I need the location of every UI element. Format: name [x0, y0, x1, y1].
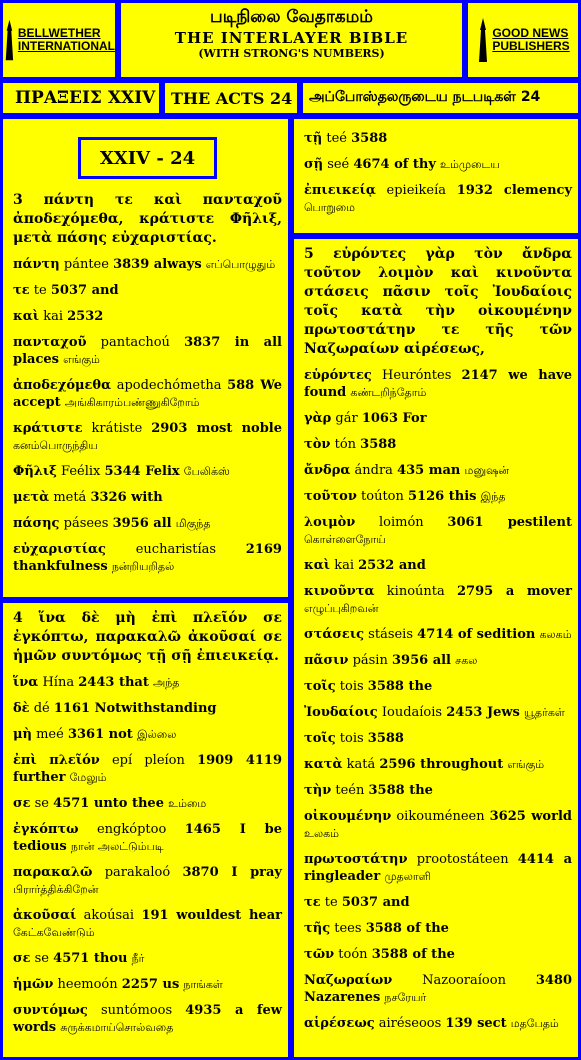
transliteration: toón [338, 947, 368, 962]
greek-word: πάσης [13, 516, 60, 531]
greek-word: ἐπιεικείᾳ [304, 183, 376, 198]
strongs-english: 2443 that [78, 675, 149, 690]
word-entry [304, 756, 572, 773]
greek-word: Ναζωραίων [304, 973, 393, 988]
transliteration: ándra [354, 463, 393, 478]
word-entry [13, 674, 282, 691]
word-entry [304, 920, 572, 937]
greek-word: καὶ [304, 558, 331, 573]
tamil-gloss: அங்கிகாரம்பண்ணுகிறோம் [64, 396, 200, 409]
strongs-english: 3588 of the [371, 947, 455, 962]
word-entry [13, 308, 282, 325]
column-right-bottom [291, 236, 581, 1060]
greek-word: κατὰ [304, 757, 343, 772]
transliteration: heemoón [57, 977, 118, 992]
transliteration: akoúsai [83, 908, 135, 923]
tamil-gloss: எங்கும் [63, 353, 100, 366]
strongs-english: 3588 [367, 731, 404, 746]
transliteration: airéseoos [378, 1016, 442, 1031]
strongs-english: 435 man [397, 463, 461, 478]
transliteration: metá [53, 490, 87, 505]
greek-word: κράτιστε [13, 421, 83, 436]
transliteration: kinoúnta [386, 584, 445, 599]
tamil-gloss: யூதர்கள் [524, 706, 565, 719]
word-entry [13, 489, 282, 506]
tamil-gloss: மதபேதம் [510, 1017, 559, 1030]
greek-word: μετὰ [13, 490, 50, 505]
strongs-english: 2257 us [121, 977, 180, 992]
transliteration: teé [326, 131, 347, 146]
tamil-gloss: நான் அலட்டும்படி [70, 840, 164, 853]
tamil-gloss: முதலாளி [384, 870, 431, 883]
word-entry [304, 946, 572, 963]
strongs-english: 588 We accept [13, 378, 282, 410]
strongs-english: 5344 Felix [104, 464, 180, 479]
verse-text: 4 ἵνα δὲ μὴ ἐπὶ πλεῖόν σε ἐγκόπτω, παρακαλῶ ἀκοῦσαί σε ἡμῶν συντόμως τῇ σῇ ἐπιεικείᾳ. [13, 610, 282, 664]
greek-word: στάσεις [304, 627, 365, 642]
transliteration: katá [346, 757, 376, 772]
transliteration: pantachoú [100, 335, 170, 350]
word-entry [13, 541, 282, 575]
logo-line1: BELLWETHER [17, 26, 101, 40]
transliteration: oikouméneen [396, 809, 485, 824]
greek-word: τε [304, 895, 321, 910]
word-entry [13, 377, 282, 411]
word-entry [13, 420, 282, 454]
greek-word: Ἰουδαίοις [304, 705, 378, 720]
transliteration: tois [339, 679, 364, 694]
greek-word: μὴ [13, 727, 32, 742]
greek-word: σε [13, 951, 31, 966]
transliteration: se [34, 951, 50, 966]
word-entry [304, 514, 572, 548]
tamil-gloss: இல்லை [136, 728, 177, 741]
word-entry [13, 976, 282, 993]
greek-word: ἡμῶν [13, 977, 54, 992]
greek-word: τὴν [304, 783, 332, 798]
word-entry [304, 808, 572, 842]
word-entry [13, 1002, 282, 1036]
strongs-english: 4674 of thy [353, 157, 436, 172]
transliteration: te [33, 283, 47, 298]
word-entry [304, 462, 572, 479]
strongs-english: 3956 all [391, 653, 451, 668]
column-left-bottom [0, 600, 291, 1060]
strongs-english: 191 wouldest hear [141, 908, 282, 923]
strongs-english: 4714 of sedition [417, 627, 536, 642]
tower-icon [3, 18, 16, 62]
greek-word: οἰκουμένην [304, 809, 392, 824]
word-entry [304, 583, 572, 617]
greek-word: τοῖς [304, 731, 336, 746]
tamil-gloss: கொள்ளைநோய் [304, 533, 386, 546]
transliteration: teén [335, 783, 365, 798]
logo-line1: GOOD NEWS [492, 26, 569, 40]
word-entry [13, 726, 282, 743]
word-entry [13, 821, 282, 855]
greek-word: πανταχοῦ [13, 335, 87, 350]
strongs-english: 139 sect [445, 1016, 507, 1031]
transliteration: Nazooraíoon [422, 973, 506, 988]
transliteration: gár [335, 411, 358, 426]
strongs-english: 4414 a ringleader [304, 852, 572, 884]
transliteration: epí pleíon [111, 753, 185, 768]
transliteration: krátiste [91, 421, 143, 436]
strongs-english: 2532 and [358, 558, 426, 573]
greek-word: τῆς [304, 921, 331, 936]
word-entry [304, 626, 572, 643]
transliteration: tees [334, 921, 362, 936]
tamil-gloss: மிகுந்த [175, 517, 211, 530]
tamil-gloss: உம்முடைய [440, 158, 500, 171]
greek-word: ἐγκόπτω [13, 822, 79, 837]
verse-text: 5 εὑρόντες γὰρ τὸν ἄνδρα τοῦτον λοιμὸν καὶ κινοῦντα στάσεις πᾶσιν τοῖς Ἰουδαίοις τοῖς κατὰ τὴν οἰκουμένην πρωτοστάτην τε τῆς τῶν Ναζωραίων αἱρέσεως, [304, 246, 572, 357]
transliteration: Hína [42, 675, 75, 690]
word-entry [304, 557, 572, 574]
strongs-english: 5037 and [50, 283, 119, 298]
tamil-gloss: நசரேயர் [384, 991, 427, 1004]
word-entry [304, 488, 572, 505]
tamil-gloss: அந்த [152, 676, 180, 689]
strongs-english: 2147 we have found [304, 368, 572, 400]
strongs-english: 2903 most noble [151, 421, 282, 436]
word-entry [13, 752, 282, 786]
transliteration: toúton [361, 489, 404, 504]
transliteration: Feélix [61, 464, 101, 479]
strongs-english: 3588 of the [365, 921, 449, 936]
greek-word: ἀκοῦσαί [13, 908, 77, 923]
word-entry [13, 282, 282, 299]
strongs-english: 1909 4119 further [13, 753, 282, 785]
tamil-gloss: பொறுமை [304, 201, 355, 214]
verse-text: 3 πάντη τε καὶ πανταχοῦ ἀποδεχόμεθα, κράτιστε Φῆλιξ, μετὰ πάσης εὐχαριστίας. [13, 192, 282, 246]
strongs-english: 2169 thankfulness [13, 542, 282, 574]
goodnews-logo [465, 0, 581, 80]
transliteration: tón [334, 437, 357, 452]
strongs-english: 3625 world [489, 809, 572, 824]
transliteration: dé [33, 701, 50, 716]
strongs-english: 3588 the [367, 679, 433, 694]
greek-word: αἱρέσεως [304, 1016, 375, 1031]
word-entry [304, 894, 572, 911]
tamil-gloss: உலகம் [304, 827, 339, 840]
greek-word: τοῦτον [304, 489, 357, 504]
tamil-gloss: பிரார்த்திக்கிறேன் [13, 883, 99, 896]
strongs-english: 3480 Nazarenes [304, 973, 572, 1005]
tamil-gloss: எழுப்புகிறவன் [304, 602, 379, 615]
column-right-top [291, 116, 581, 236]
transliteration: meé [36, 727, 64, 742]
greek-word: τε [13, 283, 30, 298]
greek-word: λοιμὸν [304, 515, 356, 530]
tamil-gloss: சுருக்கமாய்சொல்வதை [60, 1021, 174, 1034]
title-tamil: படிநிலை வேதாகமம் [210, 7, 373, 27]
strongs-english: 3588 [360, 437, 397, 452]
word-entry [304, 652, 572, 669]
transliteration: Ioudaíois [381, 705, 443, 720]
strongs-english: 3361 not [67, 727, 133, 742]
transliteration: se [34, 796, 50, 811]
strongs-english: 1465 I be tedious [13, 822, 282, 854]
tamil-gloss: எப்பொழுதும் [205, 258, 276, 271]
transliteration: tois [339, 731, 364, 746]
word-list [304, 367, 572, 1032]
transliteration: engkóptoo [96, 822, 167, 837]
word-entry [13, 515, 282, 532]
transliteration: loimón [379, 515, 424, 530]
word-entry [304, 156, 572, 173]
transliteration: apodechómetha [116, 378, 222, 393]
strongs-english: 1932 clemency [456, 183, 573, 198]
greek-word: πρωτοστάτην [304, 852, 408, 867]
greek-word: τῶν [304, 947, 335, 962]
word-entry [13, 907, 282, 941]
strongs-english: 1161 Notwithstanding [53, 701, 217, 716]
word-entry [304, 678, 572, 695]
book-english: THE ACTS 24 [162, 80, 300, 116]
transliteration: seé [327, 157, 350, 172]
tamil-gloss: எங்கும் [507, 758, 545, 771]
greek-word: ἀποδεχόμεθα [13, 378, 112, 393]
strongs-english: 3956 all [112, 516, 172, 531]
strongs-english: 2795 a mover [457, 584, 572, 599]
strongs-english: 2596 throughout [379, 757, 504, 772]
word-entry [13, 950, 282, 967]
transliteration: te [324, 895, 338, 910]
tamil-gloss: பேலிக்ஸ் [183, 465, 230, 478]
greek-word: εὑρόντες [304, 368, 372, 383]
subtitle: (WITH STRONG'S NUMBERS) [198, 47, 385, 60]
greek-word: τὸν [304, 437, 331, 452]
transliteration: prootostáteen [416, 852, 509, 867]
word-entry [304, 182, 572, 216]
transliteration: pásin [352, 653, 388, 668]
tamil-gloss: உம்மை [168, 797, 207, 810]
strongs-english: 2453 Jews [446, 705, 520, 720]
transliteration: kai [43, 309, 63, 324]
tamil-gloss: நாங்கள் [183, 978, 223, 991]
tamil-gloss: சகல [455, 654, 478, 667]
chapter-label: XXIV - 24 [78, 137, 217, 179]
word-entry [13, 795, 282, 812]
greek-word: γὰρ [304, 411, 332, 426]
word-list [304, 130, 572, 216]
tamil-gloss: கலகம் [539, 628, 572, 641]
tower-icon [476, 18, 490, 62]
word-entry [304, 851, 572, 885]
column-left-top [0, 116, 291, 600]
greek-word: δὲ [13, 701, 30, 716]
word-list [13, 256, 282, 575]
transliteration: suntómoos [101, 1003, 173, 1018]
greek-word: εὐχαριστίας [13, 542, 106, 557]
book-greek: ΠΡΑΞΕΙΣ XXIV [0, 80, 162, 116]
greek-word: ἵνα [13, 675, 39, 690]
strongs-english: 4571 unto thee [53, 796, 164, 811]
bellwether-logo [0, 0, 118, 80]
strongs-english: 2532 [67, 309, 104, 324]
strongs-english: 3588 the [368, 783, 433, 798]
greek-word: πᾶσιν [304, 653, 349, 668]
word-entry [304, 1015, 572, 1032]
word-entry [13, 256, 282, 273]
strongs-english: 4935 a few words [13, 1003, 282, 1035]
greek-word: κινοῦντα [304, 584, 375, 599]
greek-word: παρακαλῶ [13, 865, 93, 880]
tamil-gloss: நீர் [131, 952, 145, 965]
word-entry [13, 463, 282, 480]
tamil-gloss: இந்த [480, 490, 506, 503]
transliteration: pásees [63, 516, 109, 531]
strongs-english: 3326 with [90, 490, 163, 505]
strongs-english: 3870 I pray [182, 865, 282, 880]
word-entry [304, 436, 572, 453]
word-entry [13, 700, 282, 717]
word-entry [13, 864, 282, 898]
tamil-gloss: கேட்கவேண்டும் [13, 926, 95, 939]
transliteration: stáseis [368, 627, 414, 642]
word-entry [304, 704, 572, 721]
tamil-gloss: மனுஷன் [464, 464, 510, 477]
word-entry [304, 130, 572, 147]
book-tamil: அப்போஸ்தலருடைய நடபடிகள் 24 [300, 80, 581, 116]
greek-word: συντόμως [13, 1003, 88, 1018]
word-entry [304, 782, 572, 799]
greek-word: σε [13, 796, 31, 811]
strongs-english: 3588 [351, 131, 388, 146]
tamil-gloss: கனம்பொருந்திய [13, 439, 98, 452]
strongs-english: 3839 always [113, 257, 202, 272]
word-entry [304, 367, 572, 401]
greek-word: Φῆλιξ [13, 464, 57, 479]
logo-line2: PUBLISHERS [492, 39, 570, 53]
greek-word: πάντη [13, 257, 60, 272]
tamil-gloss: கண்டறிந்தோம் [350, 386, 427, 399]
greek-word: καὶ [13, 309, 40, 324]
strongs-english: 3837 in all places [13, 335, 282, 367]
strongs-english: 1063 For [361, 411, 427, 426]
word-entry [13, 334, 282, 368]
strongs-english: 4571 thou [53, 951, 128, 966]
transliteration: eucharistías [135, 542, 217, 557]
title-english: THE INTERLAYER BIBLE [174, 29, 409, 47]
greek-word: ἄνδρα [304, 463, 351, 478]
word-list [13, 674, 282, 1036]
strongs-english: 3061 pestilent [447, 515, 572, 530]
title-block [118, 0, 465, 80]
transliteration: pántee [63, 257, 109, 272]
tamil-gloss: மேலும் [69, 771, 107, 784]
word-entry [304, 730, 572, 747]
word-entry [304, 972, 572, 1006]
tamil-gloss: நன்றியறிதல் [111, 560, 175, 573]
greek-word: ἐπὶ πλεῖόν [13, 753, 100, 768]
transliteration: kai [334, 558, 354, 573]
transliteration: parakaloó [104, 865, 171, 880]
greek-word: σῇ [304, 157, 324, 172]
transliteration: epieikeía [386, 183, 447, 198]
word-entry [304, 410, 572, 427]
greek-word: τῇ [304, 131, 323, 146]
transliteration: Heurόntes [381, 368, 452, 383]
greek-word: τοῖς [304, 679, 336, 694]
strongs-english: 5037 and [341, 895, 410, 910]
logo-line2: INTERNATIONAL [17, 39, 115, 53]
strongs-english: 5126 this [408, 489, 477, 504]
